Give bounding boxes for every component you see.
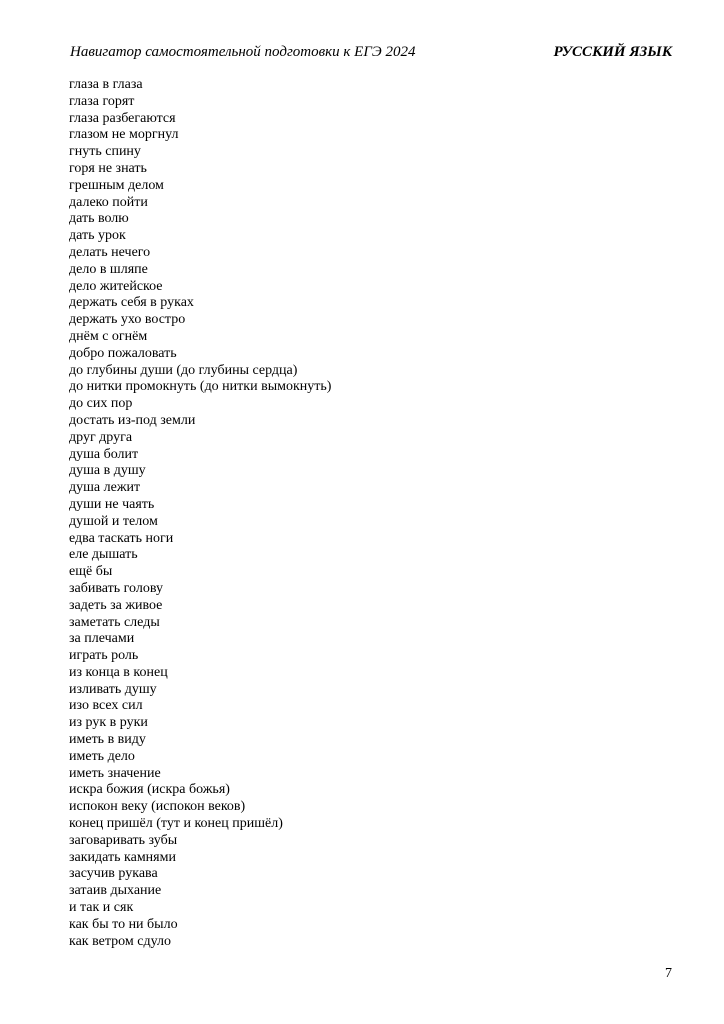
phrase-item: держать ухо востро	[69, 312, 186, 328]
phrase-item: задеть за живое	[69, 597, 163, 613]
phrase-item: изливать душу	[69, 681, 157, 697]
phrase-item: гнуть спину	[69, 144, 141, 160]
phrase-item: до глубины души (до глубины сердца)	[69, 362, 298, 378]
phrase-item: конец пришёл (тут и конец пришёл)	[69, 816, 283, 832]
phrase-item: иметь значение	[69, 765, 161, 781]
phrase-item: добро пожаловать	[69, 345, 177, 361]
header-subject: РУССКИЙ ЯЗЫК	[553, 44, 672, 60]
phrase-item: заговаривать зубы	[69, 832, 178, 848]
phrase-item: души не чаять	[69, 496, 155, 512]
phrase-item: горя не знать	[69, 160, 147, 176]
phrase-item: испокон веку (испокон веков)	[69, 799, 246, 815]
phrase-item: душой и телом	[69, 513, 158, 529]
phrase-item: грешным делом	[69, 177, 164, 193]
phrase-item: и так и сяк	[69, 900, 134, 916]
phrase-item: за плечами	[69, 631, 135, 647]
phrase-item: душа лежит	[69, 480, 141, 496]
phrase-item: делать нечего	[69, 244, 151, 260]
header-title: Навигатор самостоятельной подготовки к ЕГЭ 2024	[70, 44, 416, 60]
phrase-item: достать из-под земли	[69, 412, 196, 428]
phrase-item: глаза разбегаются	[69, 110, 176, 126]
phrase-item: до нитки промокнуть (до нитки вымокнуть)	[69, 379, 332, 395]
phrase-item: изо всех сил	[69, 698, 143, 714]
phrase-item: из конца в конец	[69, 664, 168, 680]
phrase-item: душа болит	[69, 446, 139, 462]
phrase-item: как бы то ни было	[69, 916, 178, 932]
phrase-item: из рук в руки	[69, 715, 148, 731]
phrase-item: еле дышать	[69, 547, 138, 563]
phrase-item: далеко пойти	[69, 194, 148, 210]
phrase-item: иметь в виду	[69, 732, 146, 748]
phrase-item: глаза в глаза	[69, 77, 143, 92]
phrase-item: как ветром сдуло	[69, 933, 171, 949]
phrase-item: искра божия (искра божья)	[69, 782, 230, 798]
phrase-item: дело житейское	[69, 278, 163, 294]
phrase-item: дело в шляпе	[69, 261, 148, 277]
phrase-item: ещё бы	[69, 564, 113, 580]
phrase-item: забивать голову	[69, 580, 163, 596]
phrase-item: иметь дело	[69, 748, 135, 764]
phrase-item: глазом не моргнул	[69, 127, 179, 143]
page-number: 7	[665, 966, 672, 981]
phrase-item: дать урок	[69, 228, 126, 244]
phrase-item: дать волю	[69, 211, 129, 227]
phrase-item: закидать камнями	[69, 849, 176, 865]
phrase-item: глаза горят	[69, 93, 135, 109]
phrase-list	[69, 77, 331, 950]
phrase-item: едва таскать ноги	[69, 530, 174, 546]
phrase-item: засучив рукава	[69, 866, 158, 882]
phrase-item: до сих пор	[69, 396, 133, 412]
phrase-item: днём с огнём	[69, 328, 148, 344]
phrase-item: держать себя в руках	[69, 295, 194, 311]
phrase-item: друг друга	[69, 429, 133, 445]
phrase-item: играть роль	[69, 648, 139, 664]
phrase-item: затаив дыхание	[69, 883, 162, 899]
phrase-item: душа в душу	[69, 463, 146, 479]
phrase-item: заметать следы	[69, 614, 160, 630]
